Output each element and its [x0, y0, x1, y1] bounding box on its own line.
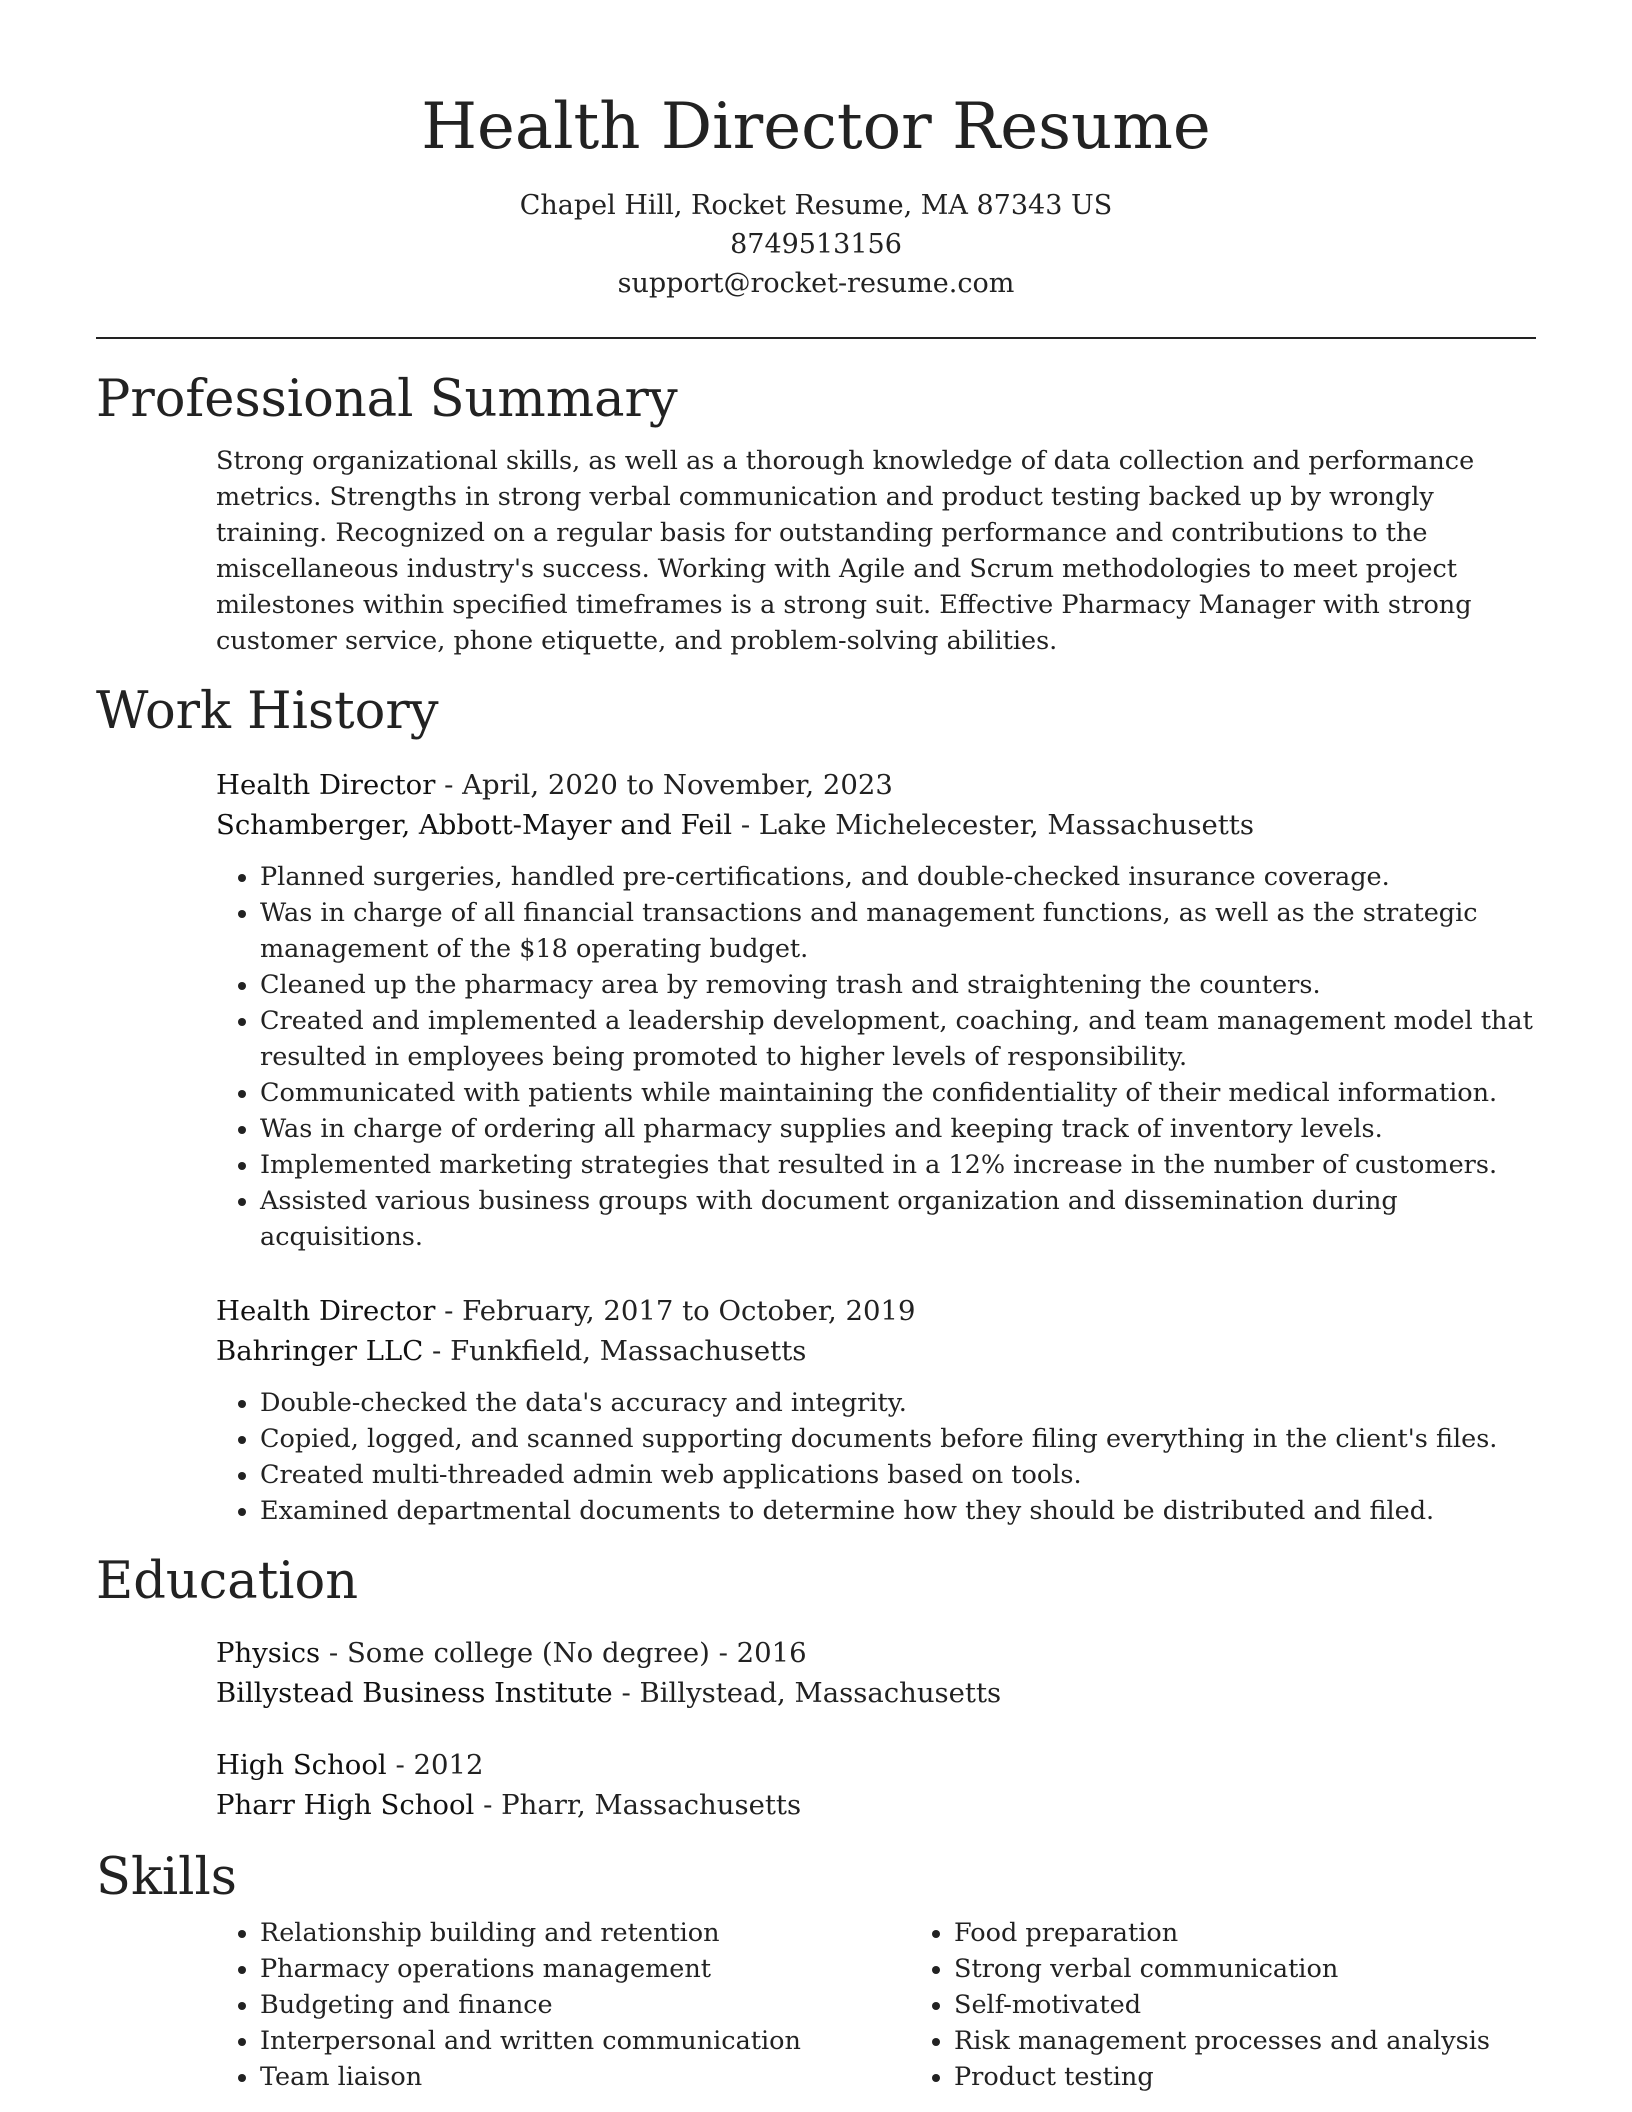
job-title-line: [216, 765, 1536, 805]
education-school: Billystead Business Institute: [216, 1677, 613, 1709]
education-detail: - Some college (No degree) - 2016: [320, 1637, 807, 1669]
job-bullet: • Created and implemented a leadership development, coaching, and team management model that resulted in employees being promoted to higher levels of responsibility.: [260, 1003, 1536, 1075]
education-degree: High School: [216, 1749, 387, 1781]
job-company: Bahringer LLC: [216, 1335, 424, 1367]
work-history-heading: Work History: [96, 682, 439, 741]
job-bullet: • Communicated with patients while maintaining the confidentiality of their medical information.: [260, 1075, 1536, 1111]
skill-item: • Risk management processes and analysis: [954, 2023, 1536, 2059]
job-bullet: • Implemented marketing strategies that resulted in a 12% increase in the number of customers.: [260, 1147, 1536, 1183]
job-bullet: • Planned surgeries, handled pre-certifications, and double-checked insurance coverage.: [260, 859, 1536, 895]
job-bullet: • Was in charge of all financial transactions and management functions, as well as the strategic management of the $18 operating budget.: [260, 895, 1536, 967]
skill-item: • Food preparation: [954, 1915, 1536, 1951]
education-heading: Education: [96, 1552, 359, 1611]
skill-item: • Product testing: [954, 2059, 1536, 2095]
contact-address: Chapel Hill, Rocket Resume, MA 87343 US: [519, 190, 1113, 221]
education-school-line: [216, 1673, 1536, 1713]
job-company: Schamberger, Abbott-Mayer and Feil: [216, 809, 733, 841]
job-company-line: [216, 805, 1536, 845]
skills-columns: [96, 1915, 1536, 2095]
job-bullet: • Cleaned up the pharmacy area by removing trash and straightening the counters.: [260, 967, 1536, 1003]
job-entry: [216, 1291, 1536, 1529]
contact-info: [96, 186, 1536, 303]
education-entry: [216, 1745, 1536, 1825]
work-history-section: [96, 681, 1536, 1529]
job-title: Health Director: [216, 1295, 436, 1327]
summary-section: [96, 369, 1536, 659]
skills-list-left: [216, 1915, 910, 2095]
skill-item: • Relationship building and retention: [260, 1915, 910, 1951]
job-company-line: [216, 1331, 1536, 1371]
job-bullet: • Assisted various business groups with document organization and dissemination during acquisitions.: [260, 1183, 1536, 1255]
header-divider: [96, 337, 1536, 339]
resume-title: Health Director Resume: [421, 90, 1211, 164]
education-detail: - 2012: [386, 1749, 484, 1781]
education-entry: [216, 1633, 1536, 1713]
job-title-line: [216, 1291, 1536, 1331]
job-bullet: • Was in charge of ordering all pharmacy supplies and keeping track of inventory levels.: [260, 1111, 1536, 1147]
job-bullet: • Copied, logged, and scanned supporting documents before filing everything in the client's files.: [260, 1421, 1536, 1457]
job-entry: [216, 765, 1536, 1255]
education-degree-line: [216, 1745, 1536, 1785]
skill-item: • Team liaison: [260, 2059, 910, 2095]
skills-heading: Skills: [96, 1848, 237, 1907]
skills-section: [96, 1847, 1536, 2095]
job-location: - Lake Michelecester, Massachusetts: [732, 809, 1254, 841]
education-location: - Pharr, Massachusetts: [474, 1789, 802, 1821]
education-location: - Billystead, Massachusetts: [612, 1677, 1002, 1709]
skill-item: • Strong verbal communication: [954, 1951, 1536, 1987]
education-degree: Physics: [216, 1637, 321, 1669]
education-section: [96, 1551, 1536, 1825]
education-school: Pharr High School: [216, 1789, 475, 1821]
education-school-line: [216, 1785, 1536, 1825]
summary-text: Strong organizational skills, as well as a thorough knowledge of data collection and performance metrics. Strengths in strong verbal communication and product testing backed up by wrongly training. Recognized on a regular basis for outstanding performance and contributions to the miscellaneous industry's success. Working with Agile and Scrum methodologies to meet project milestones within specified timeframes is a strong suit. Effective Pharmacy Manager with strong customer service, phone etiquette, and problem-solving abilities.: [216, 446, 1475, 656]
skill-item: • Budgeting and finance: [260, 1987, 910, 2023]
job-bullet: • Double-checked the data's accuracy and integrity.: [260, 1385, 1536, 1421]
job-bullet: • Created multi-threaded admin web applications based on tools.: [260, 1457, 1536, 1493]
summary-heading: Professional Summary: [96, 370, 678, 429]
job-location: - Funkfield, Massachusetts: [423, 1335, 807, 1367]
skills-list-right: [910, 1915, 1536, 2095]
contact-email: support@rocket-resume.com: [617, 268, 1015, 299]
skill-item: • Self-motivated: [954, 1987, 1536, 2023]
job-title: Health Director: [216, 769, 436, 801]
job-bullet: • Examined departmental documents to determine how they should be distributed and filed.: [260, 1493, 1536, 1529]
contact-phone: 8749513156: [730, 229, 902, 260]
skill-item: • Interpersonal and written communication: [260, 2023, 910, 2059]
job-bullets: [216, 859, 1536, 1255]
job-dates: - February, 2017 to October, 2019: [435, 1295, 916, 1327]
job-dates: - April, 2020 to November, 2023: [435, 769, 893, 801]
education-degree-line: [216, 1633, 1536, 1673]
skill-item: • Pharmacy operations management: [260, 1951, 910, 1987]
job-bullets: [216, 1385, 1536, 1529]
